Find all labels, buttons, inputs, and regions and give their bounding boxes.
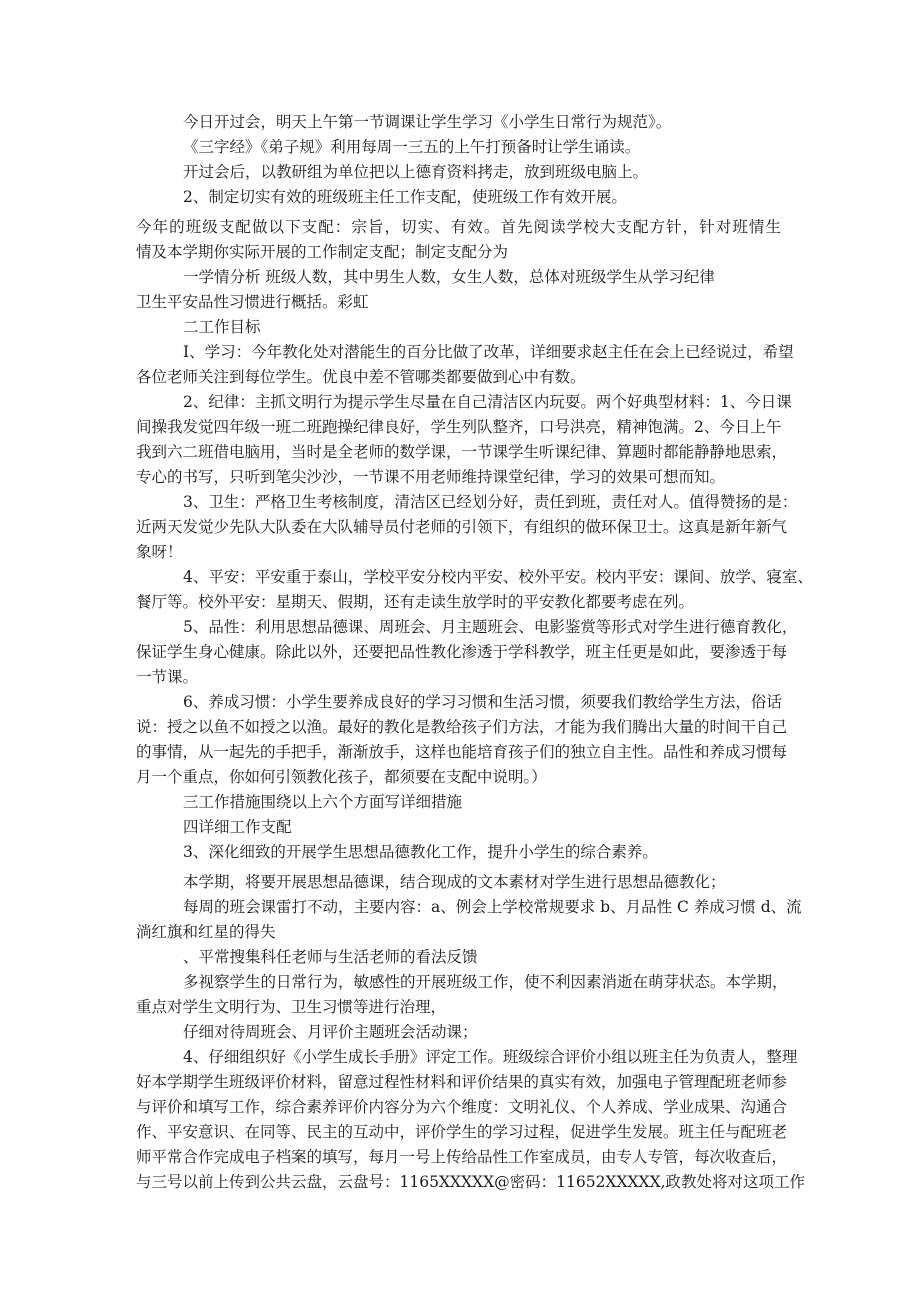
- text-line-23: 一节课。: [136, 668, 199, 686]
- text-line-18: 象呀！: [136, 543, 183, 561]
- text-line-36: 重点对学生文明行为、卫生习惯等进行治理，: [136, 998, 447, 1016]
- text-line-20: 餐厅等。校外平安：星期天、假期，还有走读生放学时的平安教化都要考虑在列。: [136, 593, 695, 611]
- text-line-38: 4、仔细组织好《小学生成长手册》评定工作。班级综合评价小组以班主任为负责人，整理: [183, 1048, 798, 1066]
- text-line-42: 师平常合作完成电子档案的填写，每月一号上传给品性工作室成员，由专人专管，每次收查后，: [136, 1148, 788, 1166]
- text-line-25: 说：授之以鱼不如授之以渔。最好的教化是教给孩子们方法，才能为我们腾出大量的时间干自己: [136, 718, 788, 736]
- text-line-13: 间操我发觉四年级一班二班跑操纪律良好，学生列队整齐，口号洪亮，精神饱满。2、今日上午: [136, 418, 782, 436]
- text-line-43: 与三号以前上传到公共云盘，云盘号：1165XXXXX@密码：11652XXXXX,政教处将对这项工作: [136, 1173, 806, 1191]
- text-line-6: 情及本学期你实际开展的工作制定支配；制定支配分为: [136, 243, 509, 261]
- text-line-4: 2、制定切实有效的班级班主任工作支配，使班级工作有效开展。: [183, 188, 627, 206]
- text-line-30: 3、深化细致的开展学生思想品德教化工作，提升小学生的综合素养。: [183, 843, 658, 861]
- text-line-31: 本学期，将要开展思想品德课，结合现成的文本素材对学生进行思想品德教化；: [183, 873, 726, 891]
- section-heading-schedule: 四详细工作支配: [183, 818, 292, 836]
- text-line-22: 保证学生身心健康。除此以外，还要把品性教化渗透于学科教学，班主任更是如此，要渗透于每: [136, 643, 788, 661]
- text-line-19: 4、平安：平安重于泰山，学校平安分校内平安、校外平安。校内平安：课间、放学、寝室、: [183, 568, 813, 586]
- text-line-8: 卫生平安品性习惯进行概括。彩虹: [136, 293, 369, 311]
- text-line-40: 与评价和填写工作，综合素养评价内容分为六个维度：文明礼仪、个人养成、学业成果、沟通合: [136, 1098, 788, 1116]
- text-line-21: 5、品性：利用思想品德课、周班会、月主题班会、电影鉴赏等形式对学生进行德育教化，: [183, 618, 798, 636]
- text-line-11: 各位老师关注到每位学生。优良中差不管哪类都要做到心中有数。: [136, 368, 586, 386]
- text-line-5: 今年的班级支配做以下支配：宗旨，切实、有效。首先阅读学校大支配方针，针对班情生: [136, 218, 781, 236]
- text-line-37: 仔细对待周班会、月评价主题班会活动课；: [183, 1023, 478, 1041]
- text-line-24: 6、养成习惯：小学生要养成良好的学习习惯和生活习惯，须要我们教给学生方法，俗话: [183, 693, 782, 711]
- text-line-7: 一学情分析 班级人数，其中男生人数，女生人数，总体对班级学生从学习纪律: [183, 268, 715, 286]
- text-line-35: 多视察学生的日常行为，敏感性的开展班级工作，使不利因素消逝在萌芽状态。本学期，: [183, 973, 788, 991]
- section-heading-goals: 二工作目标: [183, 318, 261, 336]
- text-line-12: 2、纪律：主抓文明行为提示学生尽量在自己清洁区内玩耍。两个好典型材料：1、今日课: [183, 393, 792, 411]
- section-heading-measures: 三工作措施围绕以上六个方面写详细措施: [183, 793, 463, 811]
- text-line-39: 好本学期学生班级评价材料，留意过程性材料和评价结果的真实有效，加强电子管理配班老师参: [136, 1073, 788, 1091]
- text-line-34: 、平常搜集科任老师与生活老师的看法反馈: [183, 948, 478, 966]
- text-line-27: 月一个重点，你如何引领教化孩子，都须要在支配中说明。）: [136, 768, 547, 786]
- text-line-17: 近两天发觉少先队大队委在大队辅导员付老师的引领下，有组织的做环保卫士。这真是新年新气: [136, 518, 788, 536]
- text-line-1: 今日开过会，明天上午第一节调课让学生学习《小学生日常行为规范》。: [183, 113, 672, 131]
- text-line-10: I、学习：今年教化处对潜能生的百分比做了改革，详细要求赵主任在会上已经说过，希望: [183, 343, 794, 361]
- text-line-32: 每周的班会课雷打不动，主要内容：a、例会上学校常规要求 b、月品性 C 养成习惯 d、流: [183, 898, 802, 916]
- text-line-16: 3、卫生：严格卫生考核制度，清洁区已经划分好，责任到班，责任对人。值得赞扬的是：: [183, 493, 798, 511]
- text-line-41: 作、平安意识、在同等、民主的互动中，评价学生的学习过程，促进学生发展。班主任与配班老: [136, 1123, 788, 1141]
- text-line-26: 的事情，从一起先的手把手，渐渐放手，这样也能培育孩子们的独立自主性。品性和养成习惯每: [136, 743, 788, 761]
- text-line-33: 淌红旗和红星的得失: [136, 923, 276, 941]
- text-line-15: 专心的书写，只听到笔尖沙沙，一节课不用老师维持课堂纪律，学习的效果可想而知。: [136, 468, 726, 486]
- text-line-14: 我到六二班借电脑用，当时是全老师的数学课，一节课学生听课纪律、算题时都能静静地思索，: [136, 443, 788, 461]
- text-line-2: 《三字经》《弟子规》利用每周一三五的上午打预备时让学生诵读。: [183, 138, 641, 156]
- text-line-3: 开过会后，以教研组为单位把以上德育资料拷走，放到班级电脑上。: [183, 163, 649, 181]
